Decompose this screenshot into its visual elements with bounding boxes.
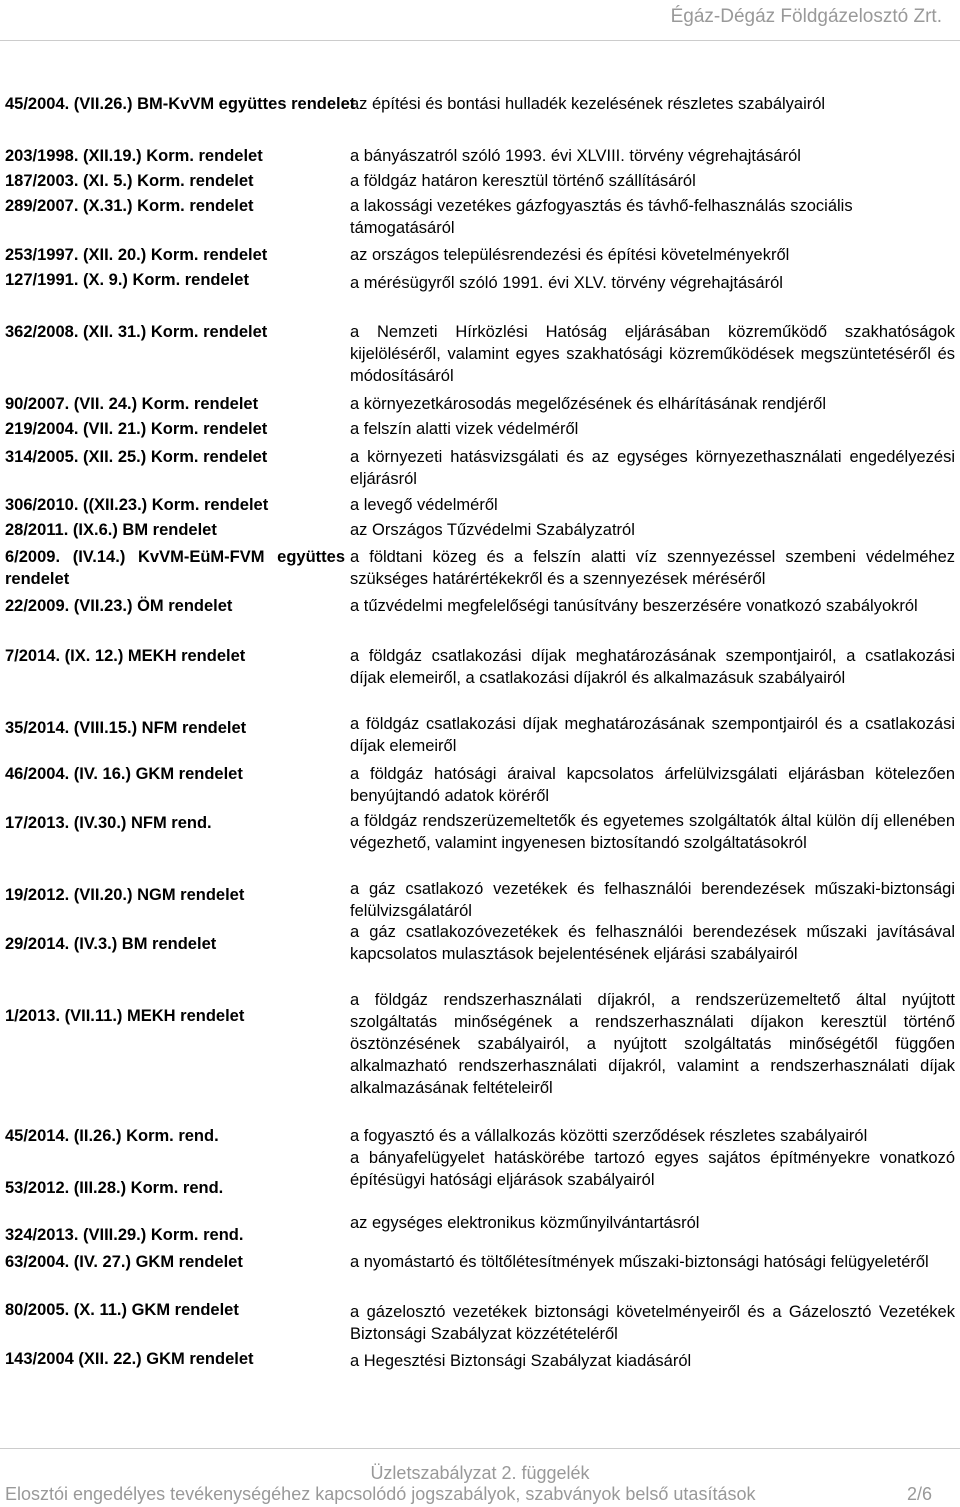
regulation-reference: 22/2009. (VII.23.) ÖM rendelet: [5, 597, 233, 615]
regulation-reference: 127/1991. (X. 9.) Korm. rendelet: [5, 271, 249, 289]
regulation-reference: 63/2004. (IV. 27.) GKM rendelet: [5, 1253, 243, 1271]
footer-page-number: 2/6: [906, 1484, 932, 1504]
footer-divider: [0, 1448, 960, 1449]
regulation-reference: 46/2004. (IV. 16.) GKM rendelet: [5, 765, 243, 783]
regulation-title: a gáz csatlakozó vezetékek és felhasználói berendezések műszaki-biztonsági felülvizsgálatáról: [350, 880, 955, 920]
regulation-reference: 19/2012. (VII.20.) NGM rendelet: [5, 886, 245, 904]
regulation-title: a környezetkárosodás megelőzésének és elhárításának rendjéről: [350, 395, 827, 413]
regulation-title: a nyomástartó és töltőlétesítmények műszaki-biztonsági hatósági felügyeletéről: [350, 1253, 929, 1271]
regulation-reference: 45/2004. (VII.26.) BM-KvVM együttes rendelet: [5, 95, 356, 113]
regulation-reference: 6/2009. (IV.14.) KvVM-EüM-FVM együttes rendelet: [5, 548, 345, 588]
regulation-title: a Hegesztési Biztonsági Szabályzat kiadásáról: [350, 1352, 692, 1370]
regulation-reference: 90/2007. (VII. 24.) Korm. rendelet: [5, 395, 259, 413]
footer-appendix-label: Üzletszabályzat 2. függelék: [370, 1463, 590, 1483]
regulation-title: a bányafelügyelet hatáskörébe tartozó egyes sajátos építményekre vonatkozó építésügyi hatósági eljárások szabályairól: [350, 1149, 955, 1189]
regulation-reference: 324/2013. (VIII.29.) Korm. rend.: [5, 1226, 244, 1244]
regulation-reference: 187/2003. (XI. 5.) Korm. rendelet: [5, 172, 254, 190]
regulation-title: a földgáz határon keresztül történő szállításáról: [350, 172, 696, 190]
regulation-reference: 17/2013. (IV.30.) NFM rend.: [5, 814, 212, 832]
regulation-reference: 1/2013. (VII.11.) MEKH rendelet: [5, 1007, 245, 1025]
regulation-reference: 53/2012. (III.28.) Korm. rend.: [5, 1179, 224, 1197]
regulation-reference: 289/2007. (X.31.) Korm. rendelet: [5, 197, 254, 215]
regulation-reference: 253/1997. (XII. 20.) Korm. rendelet: [5, 246, 268, 264]
regulation-title: a földgáz csatlakozási díjak meghatározásának szempontjairól, a csatlakozási díjak elemeiről, a csatlakozási díjakról és alkalmazásuk szabályairól: [350, 647, 955, 687]
regulation-title: a gázelosztó vezetékek biztonsági követelményeiről és a Gázelosztó Vezetékek Biztonsági Szabályzat közzétételéről: [350, 1303, 955, 1343]
regulation-title: a gáz csatlakozóvezetékek és felhasználói berendezések műszaki javításával kapcsolatos mulasztások bejelentésének eljárási szabályairól: [350, 923, 955, 963]
regulation-title: a környezeti hatásvizsgálati és az egységes környezethasználati engedélyezési eljárásról: [350, 448, 955, 488]
header-divider: [0, 40, 960, 41]
regulation-title: a Nemzeti Hírközlési Hatóság eljárásában közreműködő szakhatóságok kijelöléséről, valamint egyes szakhatósági közreműködések megszüntetéséről és módosításáról: [350, 323, 955, 385]
regulation-reference: 219/2004. (VII. 21.) Korm. rendelet: [5, 420, 268, 438]
regulation-reference: 306/2010. ((XII.23.) Korm. rendelet: [5, 496, 269, 514]
regulation-title: a felszín alatti vizek védelméről: [350, 420, 579, 438]
regulation-reference: 314/2005. (XII. 25.) Korm. rendelet: [5, 448, 268, 466]
regulation-reference: 7/2014. (IX. 12.) MEKH rendelet: [5, 647, 246, 665]
regulation-reference: 80/2005. (X. 11.) GKM rendelet: [5, 1301, 239, 1319]
regulation-title: a fogyasztó és a vállalkozás közötti szerződések részletes szabályairól: [350, 1127, 868, 1145]
regulation-reference: 35/2014. (VIII.15.) NFM rendelet: [5, 719, 247, 737]
regulation-title: a levegő védelméről: [350, 496, 498, 514]
regulation-title: a földgáz rendszerüzemeltetők és egyetemes szolgáltatók által külön díj ellenében végezhető, valamint ingyenesen biztosítandó szolgáltatásokról: [350, 812, 955, 852]
regulation-reference: 45/2014. (II.26.) Korm. rend.: [5, 1127, 219, 1145]
regulation-title: az egységes elektronikus közműnyilvántartásról: [350, 1214, 700, 1232]
regulation-title: a lakossági vezetékes gázfogyasztás és távhő-felhasználás szociális támogatásáról: [350, 197, 853, 237]
regulation-reference: 28/2011. (IX.6.) BM rendelet: [5, 521, 217, 539]
regulation-reference: 203/1998. (XII.19.) Korm. rendelet: [5, 147, 263, 165]
regulation-title: a földgáz rendszerhasználati díjakról, a rendszerüzemeltető által nyújtott szolgáltatás minőségének a rendszerhasználati díjakon keresztül történő ösztönzésének szabályairól, a nyújtott szolgáltatás minőségétől függően alkalmazható rendszerhasználati díjakról, valamint a rendszerhasználati díjak alkalmazásának feltételeiről: [350, 991, 955, 1097]
header-company: Égáz-Dégáz Földgázelosztó Zrt.: [670, 6, 942, 27]
regulation-title: az építési és bontási hulladék kezelésének részletes szabályairól: [350, 95, 826, 113]
regulation-reference: 362/2008. (XII. 31.) Korm. rendelet: [5, 323, 268, 341]
regulation-title: a mérésügyről szóló 1991. évi XLV. törvény végrehajtásáról: [350, 274, 783, 292]
regulation-title: a földtani közeg és a felszín alatti víz szennyezéssel szembeni védelméhez szükséges határértékekről és a szennyezések méréséről: [350, 548, 955, 588]
regulation-title: a bányászatról szóló 1993. évi XLVIII. törvény végrehajtásáról: [350, 147, 801, 165]
regulation-title: a földgáz csatlakozási díjak meghatározásának szempontjairól és a csatlakozási díjak elemeiről: [350, 715, 955, 755]
regulation-reference: 29/2014. (IV.3.) BM rendelet: [5, 935, 217, 953]
regulation-title: az országos településrendezési és építési követelményekről: [350, 246, 790, 264]
regulation-title: az Országos Tűzvédelmi Szabályzatról: [350, 521, 635, 539]
footer-section-title: Elosztói engedélyes tevékenységéhez kapcsolódó jogszabályok, szabványok belső utasítások: [5, 1484, 756, 1504]
regulation-title: a földgáz hatósági áraival kapcsolatos árfelülvizsgálati eljárásban kötelezően benyújtandó adatok köréről: [350, 765, 955, 805]
regulation-reference: 143/2004 (XII. 22.) GKM rendelet: [5, 1350, 254, 1368]
regulation-title: a tűzvédelmi megfelelőségi tanúsítvány beszerzésére vonatkozó szabályokról: [350, 597, 918, 615]
